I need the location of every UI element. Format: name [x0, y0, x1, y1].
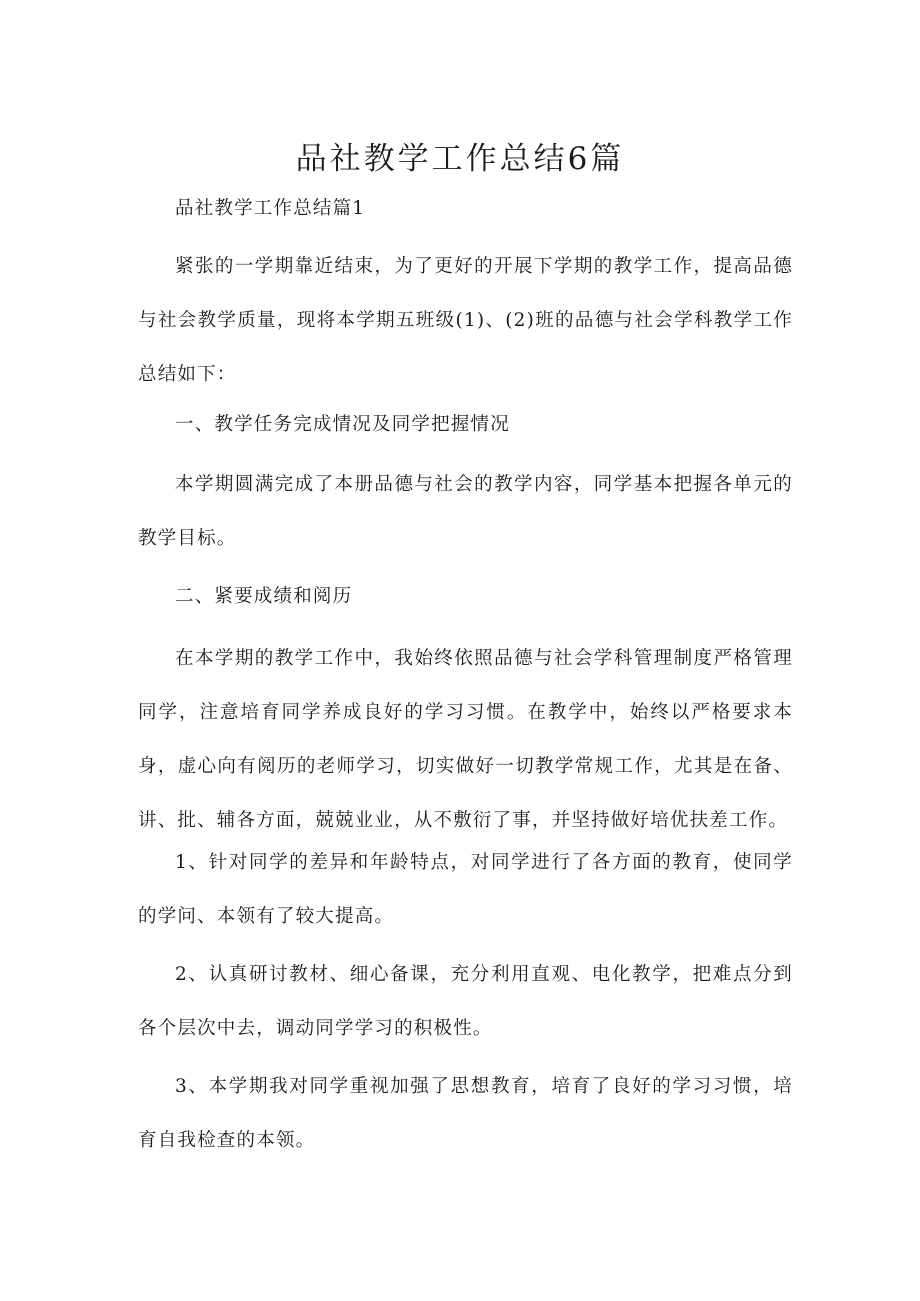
paragraph-intro: 紧张的一学期靠近结束，为了更好的开展下学期的教学工作，提高品德与社会教学质量，现将本学期五班级(1)、(2)班的品德与社会学科教学工作总结如下：	[138, 256, 793, 385]
document-title: 品社教学工作总结6篇	[295, 140, 625, 177]
paragraph-achievements: 在本学期的教学工作中，我始终依照品德与社会学科管理制度严格管理同学，注意培育同学养成良好的学习习惯。在教学中，始终以严格要求本身，虚心向有阅历的老师学习，切实做好一切教学常规工作，尤其是在备、讲、批、辅各方面，兢兢业业，从不敷衍了事，并坚持做好培优扶差工作。	[138, 648, 793, 831]
list-item-2: 2、认真研讨教材、细心备课，充分利用直观、电化教学，把难点分到各个层次中去，调动同学学习的积极性。	[138, 964, 793, 1039]
paragraph-task-completion: 本学期圆满完成了本册品德与社会的教学内容，同学基本把握各单元的教学目标。	[138, 474, 793, 549]
heading-section-two: 二、紧要成绩和阅历	[175, 586, 353, 607]
list-item-3: 3、本学期我对同学重视加强了思想教育，培育了良好的学习习惯，培育自我检查的本领。	[138, 1076, 793, 1151]
section-subtitle: 品社教学工作总结篇1	[175, 198, 366, 219]
heading-section-one: 一、教学任务完成情况及同学把握情况	[175, 414, 510, 435]
list-item-1: 1、针对同学的差异和年龄特点，对同学进行了各方面的教育，使同学的学问、本领有了较大提高。	[138, 852, 793, 927]
